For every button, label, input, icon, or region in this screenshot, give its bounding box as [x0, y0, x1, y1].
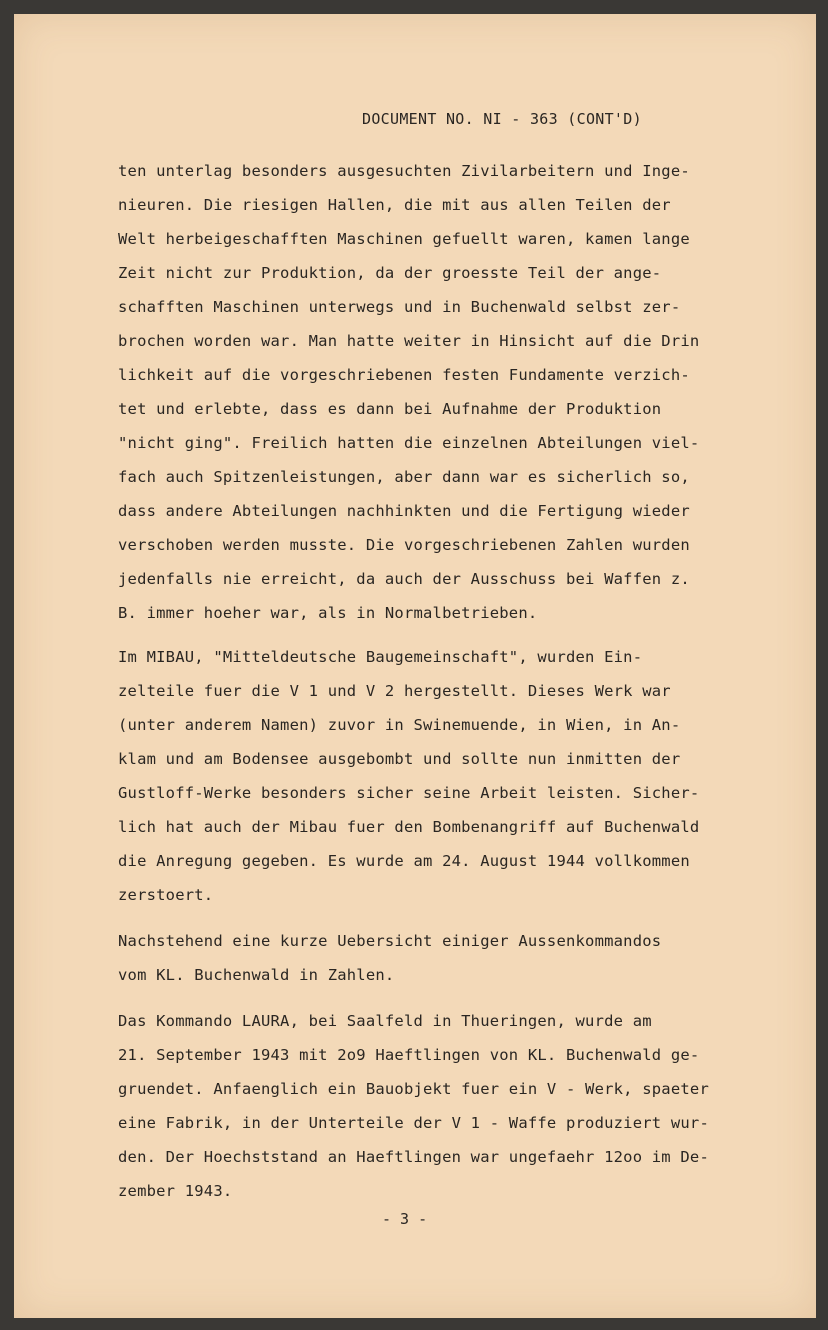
- text-line: vom KL. Buchenwald in Zahlen.: [118, 966, 395, 984]
- text-line: Nachstehend eine kurze Uebersicht einiger Aussenkommandos: [118, 932, 662, 950]
- text-line: gruendet. Anfaenglich ein Bauobjekt fuer ein V - Werk, spaeter: [118, 1080, 709, 1098]
- text-line: Zeit nicht zur Produktion, da der groesste Teil der ange-: [118, 264, 662, 282]
- text-line: Im MIBAU, "Mitteldeutsche Baugemeinschaft", wurden Ein-: [118, 648, 643, 666]
- document-header: DOCUMENT NO. NI - 363 (CONT'D): [362, 110, 642, 128]
- text-line: fach auch Spitzenleistungen, aber dann war es sicherlich so,: [118, 468, 690, 486]
- text-line: Welt herbeigeschafften Maschinen gefuellt waren, kamen lange: [118, 230, 690, 248]
- text-line: dass andere Abteilungen nachhinkten und die Fertigung wieder: [118, 502, 690, 520]
- text-line: lichkeit auf die vorgeschriebenen festen Fundamente verzich-: [118, 366, 690, 384]
- text-line: tet und erlebte, dass es dann bei Aufnahme der Produktion: [118, 400, 662, 418]
- text-line: schafften Maschinen unterwegs und in Buchenwald selbst zer-: [118, 298, 681, 316]
- text-line: eine Fabrik, in der Unterteile der V 1 - Waffe produziert wur-: [118, 1114, 709, 1132]
- text-line: zelteile fuer die V 1 und V 2 hergestellt. Dieses Werk war: [118, 682, 671, 700]
- text-line: Gustloff-Werke besonders sicher seine Arbeit leisten. Sicher-: [118, 784, 700, 802]
- text-line: die Anregung gegeben. Es wurde am 24. August 1944 vollkommen: [118, 852, 690, 870]
- document-page: [14, 14, 816, 1318]
- text-line: nieuren. Die riesigen Hallen, die mit aus allen Teilen der: [118, 196, 671, 214]
- text-line: ten unterlag besonders ausgesuchten Zivilarbeitern und Inge-: [118, 162, 690, 180]
- text-line: B. immer hoeher war, als in Normalbetrieben.: [118, 604, 538, 622]
- text-line: zember 1943.: [118, 1182, 233, 1200]
- text-line: brochen worden war. Man hatte weiter in Hinsicht auf die Drin: [118, 332, 700, 350]
- text-line: (unter anderem Namen) zuvor in Swinemuende, in Wien, in An-: [118, 716, 681, 734]
- text-line: Das Kommando LAURA, bei Saalfeld in Thueringen, wurde am: [118, 1012, 652, 1030]
- text-line: "nicht ging". Freilich hatten die einzelnen Abteilungen viel-: [118, 434, 700, 452]
- text-line: zerstoert.: [118, 886, 214, 904]
- text-line: den. Der Hoechststand an Haeftlingen war ungefaehr 12oo im De-: [118, 1148, 709, 1166]
- text-line: klam und am Bodensee ausgebombt und sollte nun inmitten der: [118, 750, 681, 768]
- text-line: jedenfalls nie erreicht, da auch der Ausschuss bei Waffen z.: [118, 570, 690, 588]
- text-line: lich hat auch der Mibau fuer den Bombenangriff auf Buchenwald: [118, 818, 700, 836]
- text-line: 21. September 1943 mit 2o9 Haeftlingen von KL. Buchenwald ge-: [118, 1046, 700, 1064]
- text-line: verschoben werden musste. Die vorgeschriebenen Zahlen wurden: [118, 536, 690, 554]
- page-number: - 3 -: [382, 1210, 428, 1228]
